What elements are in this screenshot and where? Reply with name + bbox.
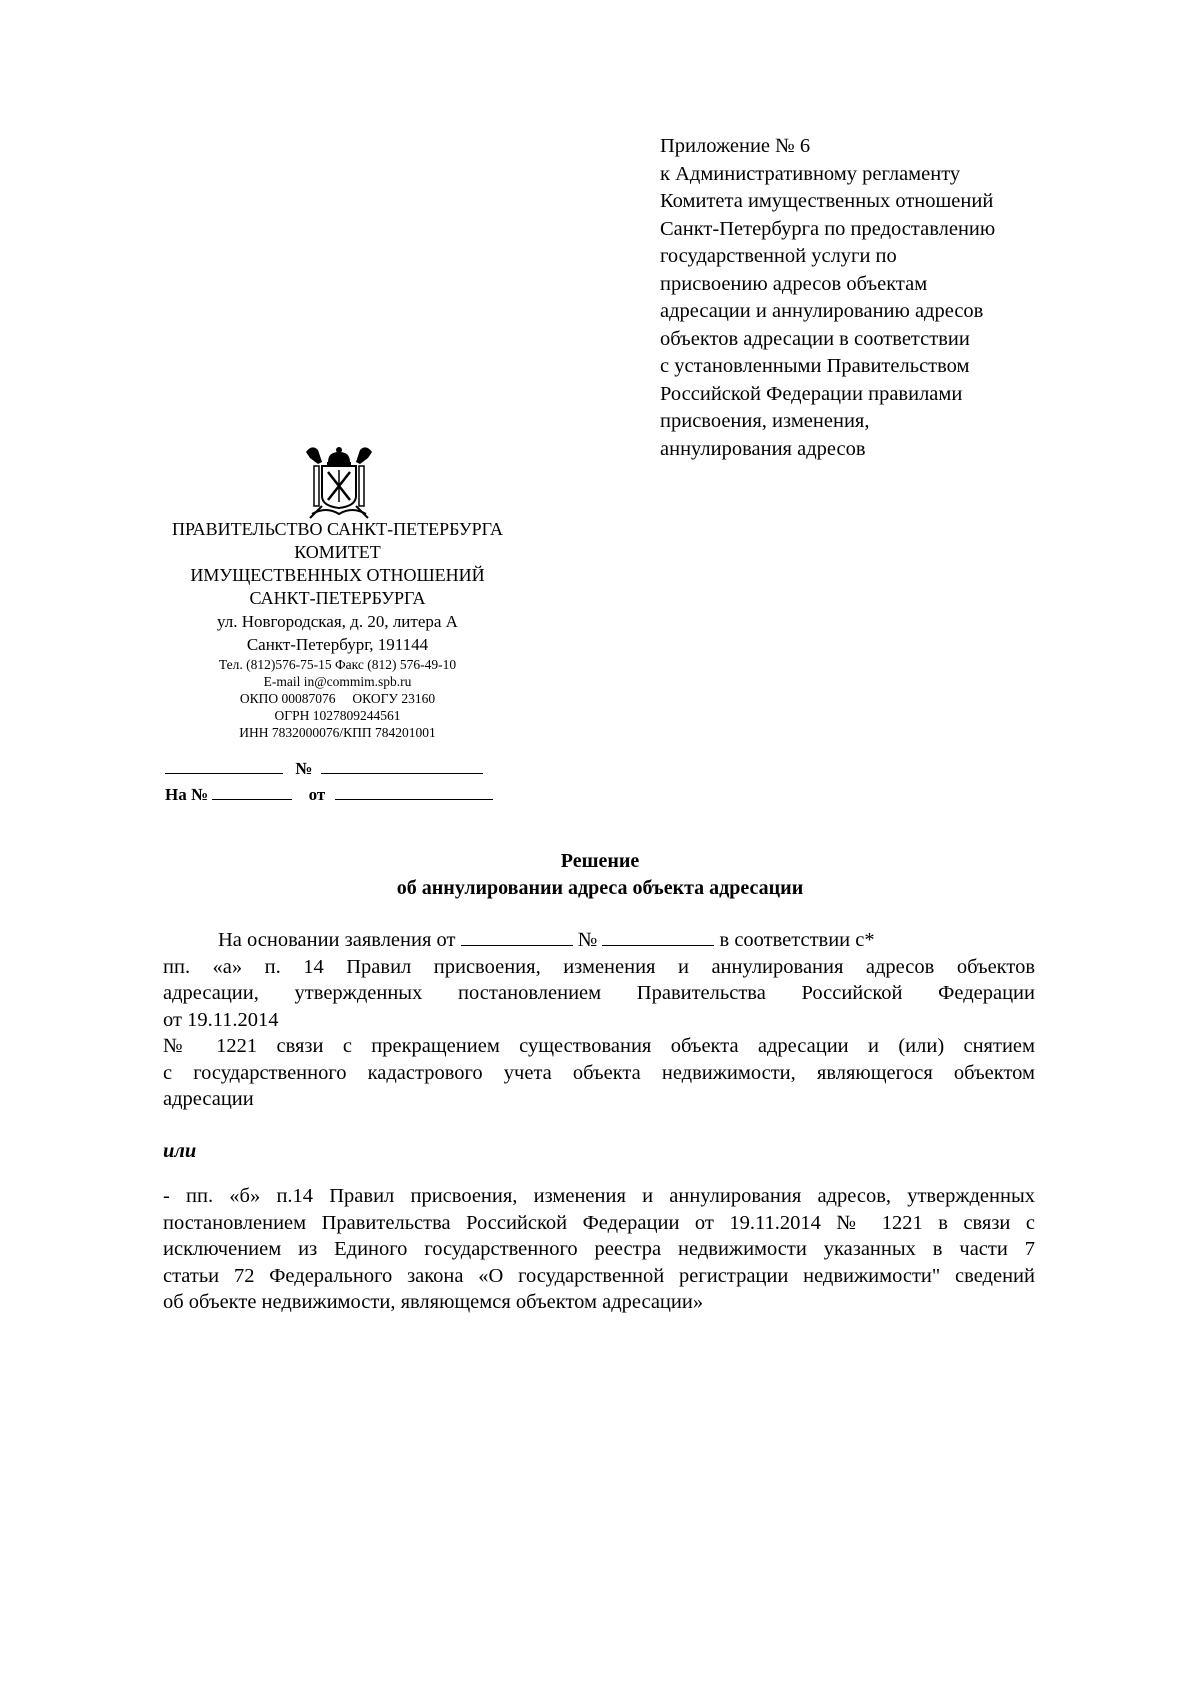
para-line: № 1221 связи с прекращением существования объекта адресации и (или) снятием bbox=[163, 1035, 1035, 1057]
para-line: от 19.11.2014 bbox=[163, 1008, 279, 1031]
appendix-line: присвоению адресов объектам bbox=[660, 272, 928, 295]
outgoing-number-row bbox=[165, 758, 483, 779]
para-line: об объекте недвижимости, являющемся объектом адресации» bbox=[163, 1291, 704, 1313]
para-line: статьи 72 Федерального закона «О государственной регистрации недвижимости" сведений bbox=[163, 1264, 1035, 1287]
appendix-line: Комитета имущественных отношений bbox=[660, 190, 994, 212]
ref-number-blank bbox=[212, 784, 292, 800]
para-intro bbox=[163, 927, 1035, 954]
ref-date-blank bbox=[335, 784, 493, 800]
para-line: адресации, утвержденных постановлением Правительства Российской Федерации bbox=[163, 982, 1035, 1004]
or-separator: или bbox=[163, 1140, 197, 1162]
from-label: от bbox=[308, 785, 326, 804]
date-blank bbox=[165, 758, 283, 774]
document-title bbox=[0, 848, 1200, 902]
number-blank bbox=[321, 758, 483, 774]
org-name: ПРАВИТЕЛЬСТВО САНКТ-ПЕТЕРБУРГА bbox=[171, 519, 504, 539]
org-okogu: ОКОГУ 23160 bbox=[352, 691, 436, 706]
organization-letterhead bbox=[150, 518, 525, 741]
appendix-line: к Административному регламенту bbox=[660, 162, 961, 185]
para-line: постановлением Правительства Российской Федерации от 19.11.2014 № 1221 в связи с bbox=[163, 1211, 1035, 1234]
org-ogrn: ОГРН 1027809244561 bbox=[274, 708, 401, 723]
appendix-line: присвоения, изменения, bbox=[660, 410, 870, 432]
org-city: САНКТ-ПЕТЕРБУРГА bbox=[249, 588, 426, 608]
org-committee-name: ИМУЩЕСТВЕННЫХ ОТНОШЕНИЙ bbox=[190, 565, 485, 585]
coat-of-arms-icon bbox=[302, 444, 376, 520]
appendix-header bbox=[660, 133, 995, 463]
org-phone: Тел. (812)576-75-15 Факс (812) 576-49-10 bbox=[218, 657, 457, 672]
intro-end: в соответствии с* bbox=[719, 929, 875, 951]
intro-text: На основании заявления от bbox=[218, 929, 456, 951]
org-inn: ИНН 7832000076/КПП 784201001 bbox=[239, 725, 436, 740]
appendix-line: объектов адресации в соответствии bbox=[660, 327, 970, 350]
application-date-blank bbox=[461, 930, 573, 946]
appendix-line: государственной услуги по bbox=[660, 245, 897, 267]
org-committee: КОМИТЕТ bbox=[294, 542, 381, 562]
paragraph-b bbox=[163, 1183, 1035, 1316]
org-address: ул. Новгородская, д. 20, литера А bbox=[217, 612, 458, 631]
ref-label: На № bbox=[165, 785, 209, 804]
title-line-1: Решение bbox=[560, 850, 640, 872]
para-line: с государственного кадастрового учета объекта недвижимости, являющегося объектом bbox=[163, 1061, 1035, 1084]
appendix-line: Приложение № 6 bbox=[660, 135, 811, 157]
number-label: № bbox=[577, 929, 598, 951]
org-email: E-mail in@commim.spb.ru bbox=[263, 674, 412, 689]
para-line: пп. «а» п. 14 Правил присвоения, изменения и аннулирования адресов объектов bbox=[163, 955, 1035, 978]
number-label: № bbox=[295, 759, 313, 778]
application-number-blank bbox=[602, 930, 714, 946]
para-line: исключением из Единого государственного реестра недвижимости указанных в части 7 bbox=[163, 1238, 1035, 1260]
para-line: - пп. «б» п.14 Правил присвоения, изменения и аннулирования адресов, утвержденных bbox=[163, 1185, 1035, 1207]
org-codes bbox=[150, 690, 525, 707]
org-okpo: ОКПО 00087076 bbox=[239, 691, 336, 706]
appendix-line: с установленными Правительством bbox=[660, 355, 970, 377]
appendix-line: адресации и аннулированию адресов bbox=[660, 300, 984, 322]
title-line-2: об аннулировании адреса объекта адресации bbox=[396, 877, 804, 899]
paragraph-a bbox=[163, 927, 1035, 1113]
org-city-zip: Санкт-Петербург, 191144 bbox=[246, 635, 429, 654]
para-line: адресации bbox=[163, 1088, 254, 1110]
appendix-line: аннулирования адресов bbox=[660, 437, 866, 460]
reference-row bbox=[165, 784, 493, 805]
appendix-line: Российской Федерации правилами bbox=[660, 382, 963, 405]
appendix-line: Санкт-Петербурга по предоставлению bbox=[660, 217, 996, 240]
